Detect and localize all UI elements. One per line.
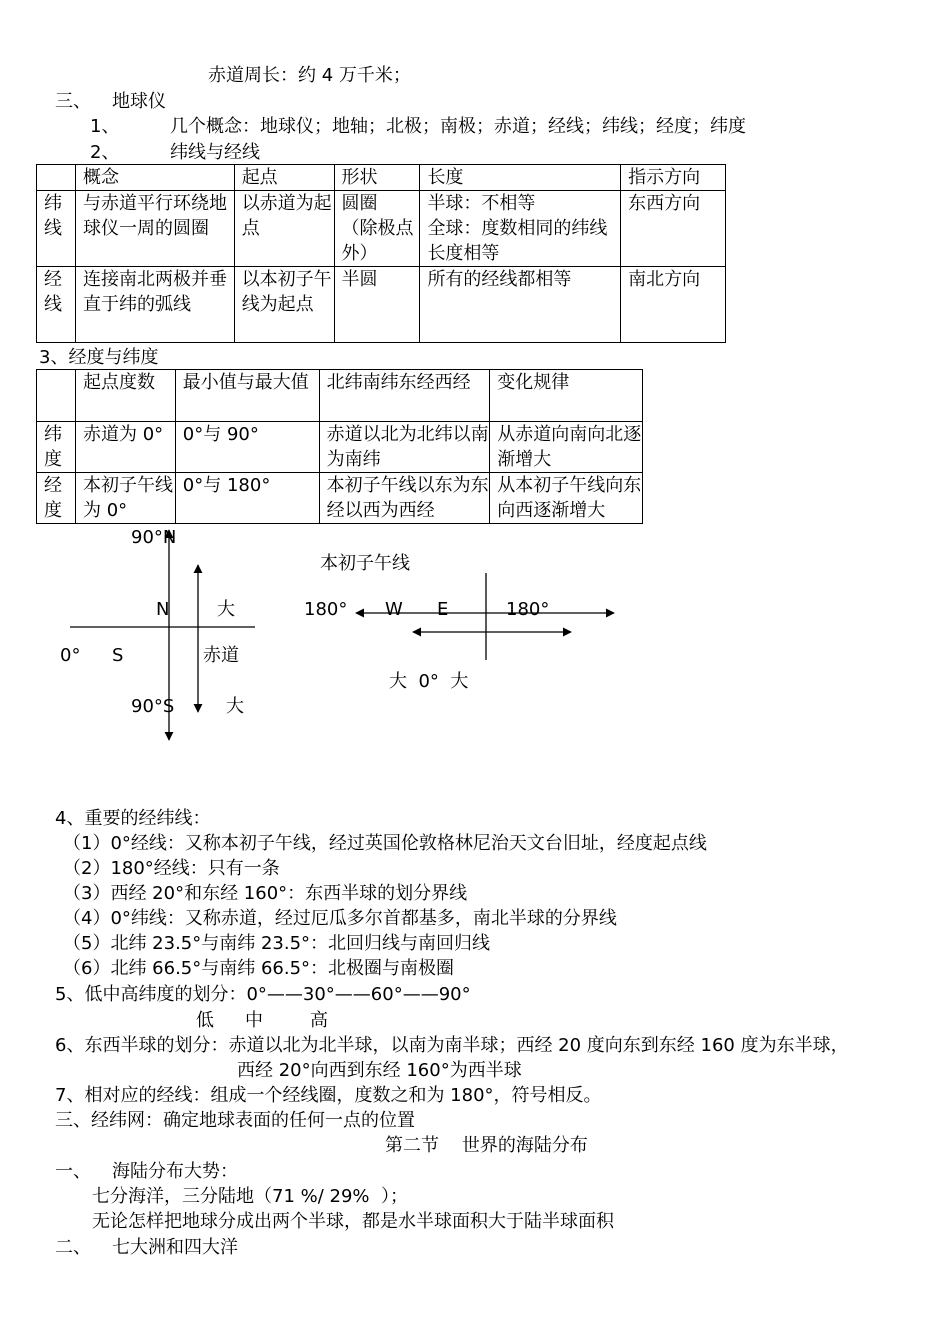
table-cell: 经 线 <box>37 267 76 343</box>
table-cell: 赤道以北为北纬以南为南纬 <box>319 422 490 473</box>
item-6: 6、东西半球的划分：赤道以北为北半球，以南为南半球；西经 20 度向东到东经 160 度为东半球， <box>55 1035 849 1056</box>
label-e: E <box>437 599 449 620</box>
table-header-cell: 变化规律 <box>490 370 643 422</box>
table-header-cell: 北纬南纬东经西经 <box>319 370 490 422</box>
table-cell: 以本初子午线为起点 <box>234 267 334 343</box>
sea-land-ratio: 七分海洋，三分陆地（71 %/ 29% ）； <box>92 1186 408 1207</box>
table-header-cell: 起点度数 <box>75 370 175 422</box>
subsection-2-title: 七大洲和四大洋 <box>112 1237 238 1258</box>
table-cell: 东西方向 <box>621 191 726 267</box>
table-cell: 从赤道向南向北逐渐增大 <box>490 422 643 473</box>
label-s: S <box>112 645 124 666</box>
longitude-diagram <box>304 553 614 692</box>
item-4-4: （4）0°纬线：又称赤道，经过厄瓜多尔首都基多，南北半球的分界线 <box>63 908 617 929</box>
table-cell: 与赤道平行环绕地球仪一周的圆圈 <box>75 191 234 267</box>
item-4-1: （1）0°经线：又称本初子午线，经过英国伦敦格林尼治天文台旧址，经度起点线 <box>63 833 707 854</box>
label-n: N <box>156 599 170 620</box>
item-4-3: （3）西经 20°和东经 160°：东西半球的划分界线 <box>63 883 468 904</box>
label-90n: 90°N <box>131 527 177 548</box>
label-180-left: 180° <box>304 599 348 620</box>
label-low: 低 <box>196 1010 214 1031</box>
item-1-number: 1、 <box>90 116 120 137</box>
item-5: 5、低中高纬度的划分：0°——30°——60°——90° <box>55 984 471 1005</box>
item-7: 7、相对应的经线：组成一个经线圈，度数之和为 180°，符号相反。 <box>55 1085 602 1106</box>
label-da-bottom: 大 <box>226 696 244 717</box>
label-zero: 0° <box>60 645 81 666</box>
subsection-1-title: 海陆分布大势： <box>112 1161 238 1182</box>
graticule-item: 三、经纬网：确定地球表面的任何一点的位置 <box>55 1110 415 1131</box>
subsection-1-number: 一、 <box>55 1161 91 1182</box>
item-1-text: 几个概念：地球仪；地轴；北极；南极；赤道；经线；纬线；经度；纬度 <box>170 116 746 137</box>
table-cell: 半球：不相等 全球：度数相同的纬线长度相等 <box>420 191 621 267</box>
label-prime-meridian: 本初子午线 <box>320 553 410 574</box>
table-header-cell: 形状 <box>334 165 420 191</box>
equator-circumference: 赤道周长：约 4 万千米； <box>208 65 411 86</box>
label-mid: 中 <box>245 1010 263 1031</box>
table-header-cell: 起点 <box>234 165 334 191</box>
table-cell: 以赤道为起点 <box>234 191 334 267</box>
item-6-continued: 西经 20°向西到东经 160°为西半球 <box>237 1060 522 1081</box>
label-90s: 90°S <box>131 696 175 717</box>
table-cell: 半圆 <box>334 267 420 343</box>
subsection-2-number: 二、 <box>55 1237 91 1258</box>
label-equator: 赤道 <box>203 645 239 666</box>
table-header-cell: 长度 <box>420 165 621 191</box>
table-header-cell: 最小值与最大值 <box>175 370 319 422</box>
item-4-5: （5）北纬 23.5°与南纬 23.5°：北回归线与南回归线 <box>63 933 491 954</box>
item-4-6: （6）北纬 66.5°与南纬 66.5°：北极圈与南极圈 <box>63 958 455 979</box>
section-3-number: 三、 <box>55 91 91 112</box>
item-3-title: 3、经度与纬度 <box>39 347 159 368</box>
item-4-title: 4、重要的经纬线： <box>55 808 211 829</box>
table-cell: 0°与 90° <box>175 422 319 473</box>
item-2-text: 纬线与经线 <box>170 142 260 163</box>
section-3-title: 地球仪 <box>112 91 166 112</box>
item-4-2: （2）180°经线：只有一条 <box>63 858 280 879</box>
label-180-right: 180° <box>506 599 550 620</box>
table-cell: 赤道为 0° <box>75 422 175 473</box>
table-cell: 经 度 <box>37 473 76 524</box>
label-da-zero-da: 大 0° 大 <box>389 671 469 692</box>
table-cell: 本初子午线为 0° <box>75 473 175 524</box>
label-high: 高 <box>310 1010 328 1031</box>
item-2-number: 2、 <box>90 142 120 163</box>
table-cell: 纬 度 <box>37 422 76 473</box>
hemisphere-note: 无论怎样把地球分成出两个半球，都是水半球面积大于陆半球面积 <box>92 1211 614 1232</box>
table-cell: 连接南北两极并垂直于纬的弧线 <box>75 267 234 343</box>
table-cell: 本初子午线以东为东经以西为西经 <box>319 473 490 524</box>
table-cell: 0°与 180° <box>175 473 319 524</box>
table-cell: 纬 线 <box>37 191 76 267</box>
table-header-cell: 指示方向 <box>621 165 726 191</box>
table-cell: 南北方向 <box>621 267 726 343</box>
table-cell: 从本初子午线向东向西逐渐增大 <box>490 473 643 524</box>
latitude-diagram <box>60 527 255 740</box>
label-w: W <box>385 599 403 620</box>
section-2-heading: 第二节 世界的海陆分布 <box>385 1135 588 1156</box>
table-cell: 所有的经线都相等 <box>420 267 621 343</box>
label-da-top: 大 <box>217 599 235 620</box>
table-header-cell: 概念 <box>75 165 234 191</box>
table-cell: 圆圈 （除极点外） <box>334 191 420 267</box>
